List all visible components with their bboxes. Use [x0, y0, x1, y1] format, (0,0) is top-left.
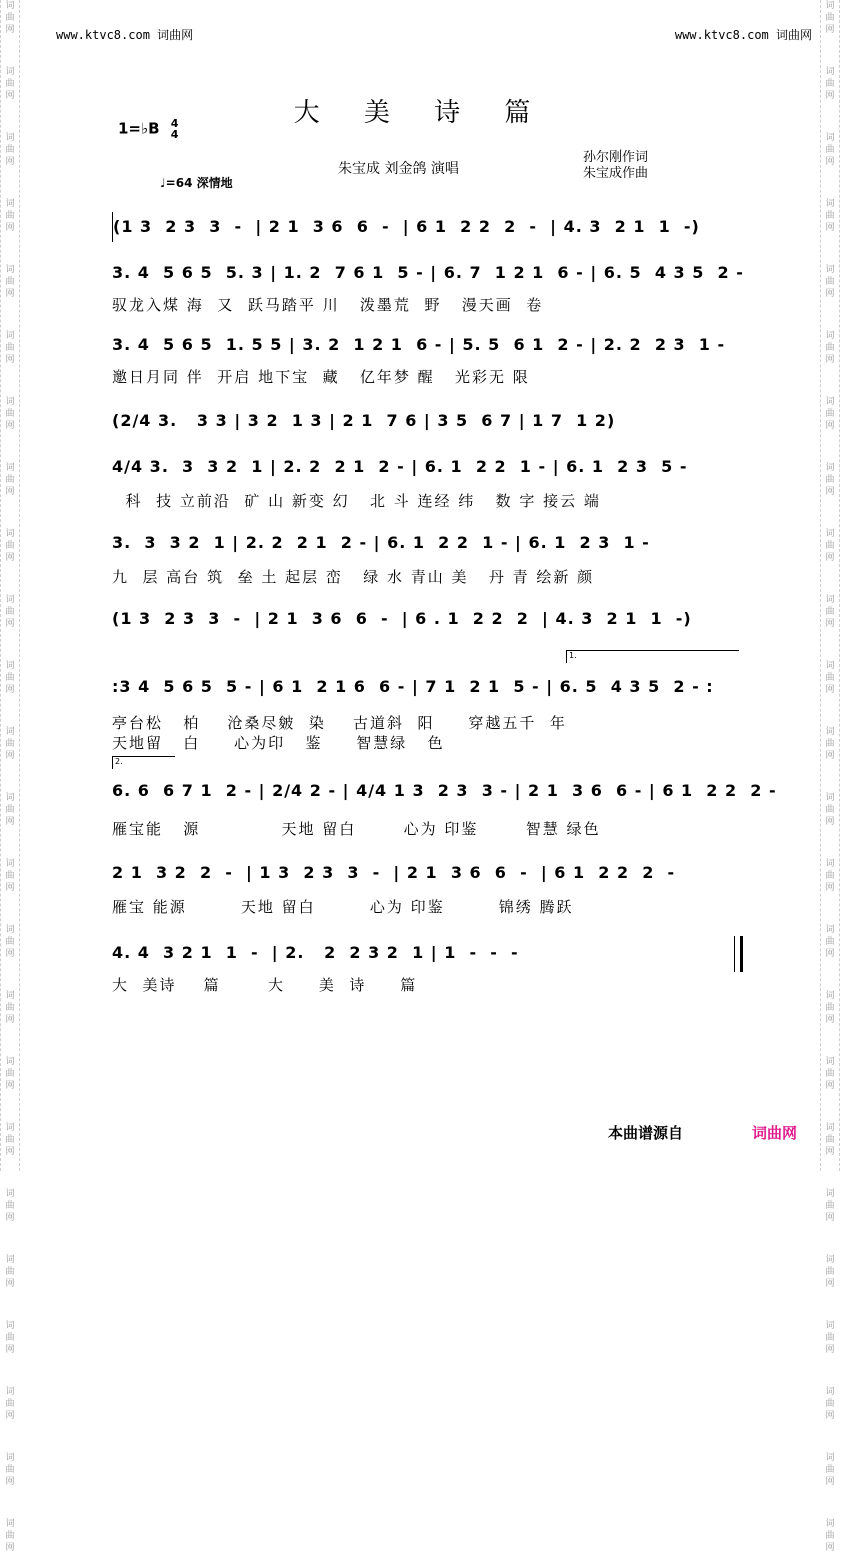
watermark-gap: [1, 366, 19, 380]
watermark-char: 网: [825, 949, 835, 959]
watermark-char: 网: [5, 487, 15, 497]
notation: 6. 6 6 7 1 2 - | 2/4 2 - | 4/4 1 3 2 3 3 - | 2 1 3 6 6 - | 6 1 2 2 2 -: [112, 781, 777, 800]
watermark-char: 曲: [825, 1465, 835, 1475]
watermark-char: 词: [825, 925, 835, 935]
watermark-char: 曲: [5, 937, 15, 947]
watermark-char: 曲: [5, 79, 15, 89]
watermark-char: 网: [825, 1213, 835, 1223]
watermark-char: 词: [825, 1321, 835, 1331]
watermark-char: 网: [825, 1477, 835, 1487]
watermark-char: 曲: [825, 475, 835, 485]
watermark-char: 网: [5, 1081, 15, 1091]
watermark-gap: [1, 696, 19, 710]
watermark-char: 词: [5, 859, 15, 869]
watermark-char: 网: [825, 487, 835, 497]
watermark-char: 曲: [5, 1003, 15, 1013]
watermark-char: 网: [825, 289, 835, 299]
watermark-char: 词: [825, 1, 835, 11]
watermark-gap: [1, 300, 19, 314]
watermark-char: 曲: [5, 541, 15, 551]
lyrics-row-5: 科 技 立前沿 矿 山 新变 幻 北 斗 连经 纬 数 字 接云 端: [112, 492, 601, 510]
watermark-gap: [1, 432, 19, 446]
lyrics-row-8a: 亭台松 柏 沧桑尽皴 染 古道斜 阳 穿越五千 年: [112, 714, 567, 732]
lyrics-row-10: 雁宝 能源 天地 留白 心为 印鉴 锦绣 腾跃: [112, 898, 574, 916]
watermark-char: 网: [825, 355, 835, 365]
watermark-char: 词: [5, 991, 15, 1001]
score-row-8: [112, 672, 742, 702]
footer-brand[interactable]: 词曲网: [752, 1124, 798, 1142]
watermark-char: 网: [825, 25, 835, 35]
watermark-char: 词: [825, 1387, 835, 1397]
watermark-char: 网: [825, 223, 835, 233]
watermark-char: 网: [825, 1015, 835, 1025]
notation: :3 4 5 6 5 5 - | 6 1 2 1 6 6 - | 7 1 2 1 5 - | 6. 5 4 3 5 2 - :: [112, 677, 714, 696]
watermark-char: 曲: [825, 1003, 835, 1013]
watermark-char: 曲: [5, 277, 15, 287]
watermark-char: 词: [825, 331, 835, 341]
watermark-char: 曲: [825, 79, 835, 89]
watermark-char: 词: [5, 397, 15, 407]
watermark-char: 词: [5, 1453, 15, 1463]
composer: 朱宝成作曲: [583, 166, 649, 181]
watermark-char: 曲: [5, 13, 15, 23]
watermark-char: 曲: [5, 1465, 15, 1475]
watermark-char: 词: [825, 133, 835, 143]
watermark-gap: [821, 366, 839, 380]
watermark-char: 词: [5, 793, 15, 803]
watermark-char: 曲: [825, 1135, 835, 1145]
notation: (1 3 2 3 3 - | 2 1 3 6 6 - | 6 . 1 2 2 2 | 4. 3 2 1 1 -): [112, 609, 692, 628]
watermark-char: 词: [5, 1387, 15, 1397]
watermark-char: 网: [825, 157, 835, 167]
watermark-char: 曲: [5, 211, 15, 221]
watermark-gap: [1, 498, 19, 512]
watermark-char: 网: [5, 619, 15, 629]
watermark-char: 词: [825, 1189, 835, 1199]
score-row-4: [112, 406, 742, 436]
header-left-url: www.ktvc8.com 词曲网: [56, 28, 194, 42]
watermark-char: 词: [825, 793, 835, 803]
watermark-gap: [821, 1554, 839, 1568]
watermark-char: 网: [5, 91, 15, 101]
watermark-char: 曲: [825, 145, 835, 155]
watermark-gap: [821, 1224, 839, 1238]
watermark-char: 网: [825, 1543, 835, 1553]
watermark-char: 词: [5, 1057, 15, 1067]
watermark-char: 词: [825, 1123, 835, 1133]
watermark-char: 词: [825, 661, 835, 671]
watermark-gap: [821, 300, 839, 314]
watermark-char: 词: [5, 133, 15, 143]
score-row-11: [112, 938, 742, 968]
watermark-char: 词: [5, 925, 15, 935]
watermark-char: 词: [5, 1519, 15, 1529]
watermark-gap: [1, 1092, 19, 1106]
notation: (2/4 3. 3 3 | 3 2 1 3 | 2 1 7 6 | 3 5 6 7 | 1 7 1 2): [112, 411, 616, 430]
watermark-char: 词: [825, 859, 835, 869]
left-watermark-strip: [0, 0, 20, 1553]
watermark-char: 网: [5, 751, 15, 761]
watermark-char: 词: [825, 199, 835, 209]
score-row-10: [112, 858, 742, 888]
watermark-gap: [1, 1224, 19, 1238]
watermark-char: 曲: [825, 673, 835, 683]
header-right-url: www.ktvc8.com 词曲网: [674, 28, 812, 42]
watermark-gap: [821, 630, 839, 644]
watermark-char: 曲: [825, 1069, 835, 1079]
watermark-char: 曲: [5, 1531, 15, 1541]
watermark-gap: [821, 894, 839, 908]
time-top: 4: [170, 117, 179, 130]
watermark-gap: [821, 234, 839, 248]
watermark-char: 曲: [825, 1333, 835, 1343]
watermark-char: 网: [5, 1147, 15, 1157]
notation: 3. 4 5 6 5 5. 3 | 1. 2 7 6 1 5 - | 6. 7 1 2 1 6 - | 6. 5 4 3 5 2 -: [112, 263, 744, 282]
notation: 2 1 3 2 2 - | 1 3 2 3 3 - | 2 1 3 6 6 - | 6 1 2 2 2 -: [112, 863, 676, 882]
watermark-char: 词: [5, 463, 15, 473]
watermark-char: 曲: [5, 1201, 15, 1211]
watermark-char: 网: [825, 619, 835, 629]
watermark-gap: [821, 1158, 839, 1172]
watermark-char: 网: [5, 553, 15, 563]
watermark-char: 词: [5, 1189, 15, 1199]
watermark-gap: [1, 1158, 19, 1172]
watermark-char: 网: [5, 157, 15, 167]
watermark-char: 网: [5, 1213, 15, 1223]
watermark-gap: [1, 168, 19, 182]
watermark-gap: [1, 894, 19, 908]
watermark-char: 词: [825, 67, 835, 77]
watermark-char: 词: [825, 1519, 835, 1529]
key-text: 1=♭B: [118, 119, 160, 138]
watermark-gap: [821, 564, 839, 578]
watermark-char: 词: [825, 1453, 835, 1463]
watermark-char: 网: [5, 421, 15, 431]
watermark-char: 词: [5, 595, 15, 605]
watermark-char: 曲: [825, 409, 835, 419]
watermark-char: 网: [825, 1411, 835, 1421]
watermark-char: 词: [5, 331, 15, 341]
notation: 3. 3 3 2 1 | 2. 2 2 1 2 - | 6. 1 2 2 1 - | 6. 1 2 3 1 -: [112, 533, 650, 552]
watermark-char: 曲: [825, 739, 835, 749]
watermark-char: 曲: [825, 607, 835, 617]
score-row-5: [112, 452, 742, 482]
lyrics-row-11: 大 美诗 篇 大 美 诗 篇: [112, 976, 418, 994]
watermark-char: 词: [5, 727, 15, 737]
watermark-gap: [1, 1422, 19, 1436]
watermark-gap: [1, 36, 19, 50]
lyrics-row-9: 雁宝能 源 天地 留白 心为 印鉴 智慧 绿色: [112, 820, 601, 838]
credits: [583, 150, 648, 182]
volta-2: 2.: [112, 756, 175, 769]
watermark-char: 网: [825, 817, 835, 827]
watermark-gap: [1, 828, 19, 842]
watermark-char: 网: [825, 91, 835, 101]
watermark-gap: [821, 432, 839, 446]
watermark-char: 词: [825, 265, 835, 275]
watermark-char: 网: [5, 883, 15, 893]
time-signature: [171, 118, 179, 140]
watermark-char: 网: [825, 1279, 835, 1289]
watermark-char: 曲: [825, 343, 835, 353]
watermark-char: 曲: [5, 343, 15, 353]
right-watermark-strip: [820, 0, 840, 1553]
watermark-gap: [821, 762, 839, 776]
watermark-char: 曲: [825, 937, 835, 947]
watermark-gap: [821, 36, 839, 50]
watermark-gap: [1, 762, 19, 776]
watermark-char: 词: [825, 991, 835, 1001]
key-signature: [118, 118, 178, 140]
watermark-char: 网: [5, 1015, 15, 1025]
watermark-char: 网: [825, 1081, 835, 1091]
watermark-gap: [1, 564, 19, 578]
tempo-marking: ♩=64 深情地: [160, 176, 233, 190]
watermark-char: 曲: [825, 541, 835, 551]
watermark-char: 词: [825, 397, 835, 407]
watermark-char: 词: [5, 1123, 15, 1133]
watermark-char: 网: [5, 949, 15, 959]
watermark-char: 词: [5, 1255, 15, 1265]
lyrics-row-6: 九 层 高台 筑 垒 土 起层 峦 绿 水 青山 美 丹 青 绘新 颜: [112, 568, 595, 586]
song-title: 大 美 诗 篇: [293, 98, 549, 128]
watermark-char: 词: [825, 1255, 835, 1265]
notation: 4. 4 3 2 1 1 - | 2. 2 2 3 2 1 | 1 - - -: [112, 943, 519, 962]
lyrics-row-3: 邀日月同 伴 开启 地下宝 藏 亿年梦 醒 光彩无 限: [112, 368, 530, 386]
watermark-char: 网: [5, 1411, 15, 1421]
watermark-char: 网: [825, 1345, 835, 1355]
watermark-gap: [821, 498, 839, 512]
watermark-char: 曲: [5, 1333, 15, 1343]
watermark-char: 曲: [5, 1399, 15, 1409]
watermark-char: 网: [825, 685, 835, 695]
watermark-gap: [821, 696, 839, 710]
lyrics-row-8b: 天地留 白 心为印 鉴 智慧绿 色: [112, 734, 445, 752]
watermark-char: 网: [825, 883, 835, 893]
watermark-char: 词: [5, 265, 15, 275]
watermark-char: 曲: [5, 607, 15, 617]
watermark-char: 曲: [825, 1201, 835, 1211]
watermark-char: 网: [5, 223, 15, 233]
lyrics-row-2: 驭龙入煤 海 又 跃马踏平 川 泼墨荒 野 漫天画 卷: [112, 296, 544, 314]
watermark-char: 网: [5, 355, 15, 365]
watermark-char: 曲: [825, 1399, 835, 1409]
watermark-char: 网: [5, 685, 15, 695]
watermark-char: 词: [5, 1321, 15, 1331]
watermark-gap: [821, 1092, 839, 1106]
watermark-char: 网: [5, 1345, 15, 1355]
watermark-gap: [1, 1488, 19, 1502]
score-row-9: [112, 776, 777, 806]
watermark-gap: [821, 1290, 839, 1304]
footer-source: 本曲谱源自: [608, 1124, 684, 1142]
watermark-gap: [1, 960, 19, 974]
watermark-char: 曲: [825, 277, 835, 287]
watermark-char: 词: [825, 529, 835, 539]
notation: 4/4 3. 3 3 2 1 | 2. 2 2 1 2 - | 6. 1 2 2 1 - | 6. 1 2 3 5 -: [112, 457, 688, 476]
watermark-gap: [1, 1026, 19, 1040]
watermark-char: 网: [825, 553, 835, 563]
watermark-char: 词: [5, 529, 15, 539]
watermark-gap: [821, 1026, 839, 1040]
performers: 朱宝成 刘金鸽 演唱: [338, 161, 459, 177]
watermark-char: 网: [5, 1279, 15, 1289]
notation: 3. 4 5 6 5 1. 5 5 | 3. 2 1 2 1 6 - | 5. 5 6 1 2 - | 2. 2 2 3 1 -: [112, 335, 726, 354]
watermark-char: 词: [825, 595, 835, 605]
watermark-char: 曲: [5, 409, 15, 419]
final-barline: [734, 936, 743, 972]
watermark-gap: [821, 828, 839, 842]
watermark-char: 曲: [825, 13, 835, 23]
notation: (1 3 2 3 3 - | 2 1 3 6 6 - | 6 1 2 2 2 - | 4. 3 2 1 1 -): [112, 212, 742, 242]
watermark-char: 网: [5, 289, 15, 299]
watermark-char: 曲: [5, 145, 15, 155]
watermark-char: 网: [825, 1147, 835, 1157]
watermark-gap: [1, 1290, 19, 1304]
watermark-char: 词: [825, 1057, 835, 1067]
watermark-char: 网: [5, 817, 15, 827]
watermark-gap: [821, 1488, 839, 1502]
watermark-char: 曲: [825, 1531, 835, 1541]
watermark-char: 曲: [825, 211, 835, 221]
watermark-char: 词: [825, 727, 835, 737]
watermark-char: 曲: [5, 1135, 15, 1145]
watermark-char: 网: [5, 1477, 15, 1487]
watermark-gap: [1, 234, 19, 248]
watermark-char: 曲: [5, 1069, 15, 1079]
watermark-char: 曲: [5, 739, 15, 749]
score-row-7: [112, 604, 742, 634]
watermark-char: 曲: [825, 805, 835, 815]
watermark-gap: [821, 168, 839, 182]
watermark-gap: [1, 630, 19, 644]
watermark-char: 词: [5, 661, 15, 671]
watermark-gap: [821, 960, 839, 974]
watermark-gap: [1, 1356, 19, 1370]
watermark-char: 词: [5, 1, 15, 11]
watermark-gap: [1, 1554, 19, 1568]
watermark-char: 曲: [5, 871, 15, 881]
watermark-char: 网: [5, 1543, 15, 1553]
watermark-char: 曲: [5, 475, 15, 485]
watermark-gap: [821, 1356, 839, 1370]
score-row-2: [112, 258, 742, 288]
score-row-1: [112, 212, 742, 242]
volta-1: 1.: [566, 650, 739, 663]
watermark-char: 曲: [5, 805, 15, 815]
watermark-char: 曲: [5, 1267, 15, 1277]
watermark-char: 词: [5, 67, 15, 77]
watermark-char: 词: [825, 463, 835, 473]
watermark-gap: [821, 1422, 839, 1436]
score-row-6: [112, 528, 742, 558]
watermark-char: 网: [5, 25, 15, 35]
time-bottom: 4: [170, 128, 179, 141]
watermark-char: 曲: [5, 673, 15, 683]
watermark-char: 网: [825, 421, 835, 431]
watermark-char: 网: [825, 751, 835, 761]
watermark-char: 词: [5, 199, 15, 209]
watermark-char: 曲: [825, 871, 835, 881]
lyricist: 孙尔刚作词: [583, 150, 649, 165]
watermark-char: 曲: [825, 1267, 835, 1277]
score-row-3: [112, 330, 742, 360]
